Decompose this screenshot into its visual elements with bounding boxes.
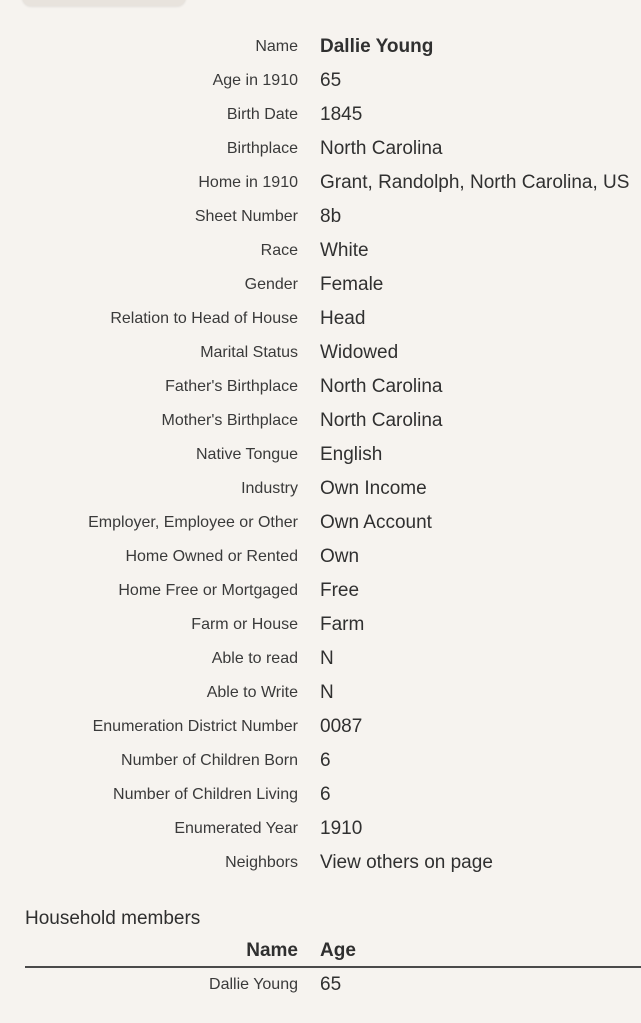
field-mothers-birthplace [0,404,641,438]
household-title: Household members [25,908,201,929]
field-label: Home Owned or Rented [125,548,298,565]
field-label: Neighbors [225,854,298,871]
field-label: Gender [244,276,298,293]
field-label: Able to Write [206,684,298,701]
field-home-owned-or-rented [0,540,641,574]
field-value: 6 [320,784,331,805]
field-label: Race [260,242,298,259]
field-value: Widowed [320,342,399,363]
field-value: Head [320,308,366,329]
field-label: Age in 1910 [212,72,298,89]
field-value: 1910 [320,818,363,839]
field-label: Number of Children Born [121,752,298,769]
field-value: Free [320,580,360,601]
field-label: Mother's Birthplace [161,412,298,429]
field-label: Enumeration District Number [92,718,298,735]
top-tab[interactable] [22,0,186,6]
field-label: Native Tongue [196,446,298,463]
field-label: Sheet Number [194,208,298,225]
field-label: Industry [241,480,298,497]
field-value: Own Account [320,512,432,533]
field-value: English [320,444,383,465]
field-native-tongue [0,438,641,472]
member-age: 65 [320,974,342,995]
field-enumerated-year [0,812,641,846]
field-value: North Carolina [320,410,443,431]
field-value: Dallie Young [320,36,434,57]
field-label: Farm or House [191,616,298,633]
field-neighbors [0,846,641,880]
field-value: White [320,240,369,261]
column-header-age: Age [320,940,356,961]
field-value: Farm [320,614,365,635]
field-label: Enumerated Year [174,820,298,837]
table-header [25,936,641,968]
record-details [0,30,641,880]
neighbors-link[interactable]: View others on page [320,852,493,873]
field-children-born [0,744,641,778]
field-label: Home Free or Mortgaged [118,582,298,599]
field-label: Able to read [211,650,298,667]
field-label: Employer, Employee or Other [88,514,298,531]
field-value: 8b [320,206,342,227]
field-value: North Carolina [320,138,443,159]
field-value: 6 [320,750,331,771]
field-home-in-1910 [0,166,641,200]
field-value: Female [320,274,384,295]
field-children-living [0,778,641,812]
field-label: Name [255,38,298,55]
field-value: N [320,682,334,703]
field-label: Father's Birthplace [165,378,298,395]
field-marital-status [0,336,641,370]
field-label: Birth Date [226,106,298,123]
field-value: Own Income [320,478,427,499]
field-value: N [320,648,334,669]
field-enumeration-district-number [0,710,641,744]
field-home-free-or-mortgaged [0,574,641,608]
field-industry [0,472,641,506]
field-value: Own [320,546,360,567]
field-value: North Carolina [320,376,443,397]
field-relation-to-head [0,302,641,336]
table-row[interactable] [25,968,641,1002]
field-label: Marital Status [200,344,298,361]
household-table [25,936,641,1002]
field-able-to-read [0,642,641,676]
field-value: Grant, Randolph, North Carolina, US [320,172,630,193]
field-gender [0,268,641,302]
field-label: Number of Children Living [113,786,298,803]
field-age-in-1910 [0,64,641,98]
field-birthplace [0,132,641,166]
field-sheet-number [0,200,641,234]
field-employer-employee-other [0,506,641,540]
field-name [0,30,641,64]
member-name[interactable]: Dallie Young [209,976,298,993]
field-able-to-write [0,676,641,710]
field-label: Home in 1910 [198,174,298,191]
field-fathers-birthplace [0,370,641,404]
field-birth-date [0,98,641,132]
field-value: 65 [320,70,342,91]
field-label: Relation to Head of House [110,310,298,327]
field-value: 1845 [320,104,363,125]
column-header-name: Name [246,940,298,961]
field-value: 0087 [320,716,363,737]
field-label: Birthplace [226,140,298,157]
field-race [0,234,641,268]
field-farm-or-house [0,608,641,642]
